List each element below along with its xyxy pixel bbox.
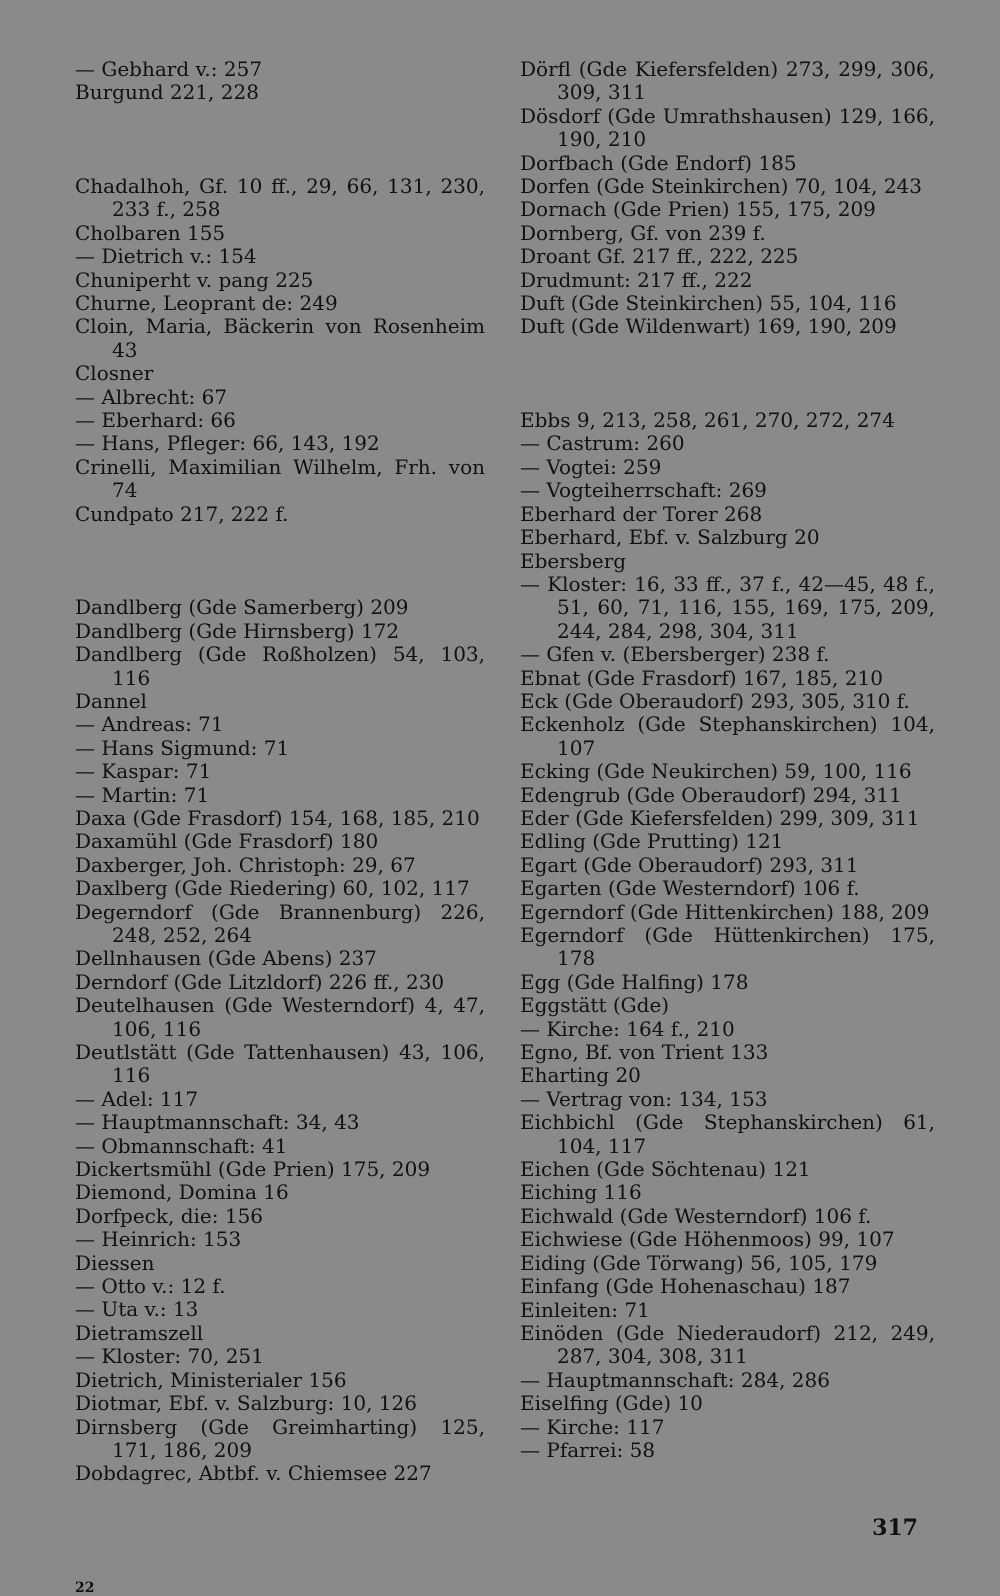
index-entry: Eichbichl (Gde Stephanskirchen) 61, 104, 117 [520,1110,935,1158]
index-subentry: — Kirche: 117 [520,1414,665,1439]
index-entry: Cloin, Maria, Bäckerin von Rosenheim 43 [75,314,485,362]
index-entry: Eichen (Gde Söchtenau) 121 [520,1157,811,1182]
index-entry: Ebersberg [520,548,627,573]
section-spacer [75,105,485,175]
index-entry: Duft (Gde Steinkirchen) 55, 104, 116 [520,291,897,316]
index-entry: Chuniperht v. pang 225 [75,267,314,292]
index-entry: Chadalhoh, Gf. 10 ff., 29, 66, 131, 230, 233 f., 258 [75,174,485,222]
index-subentry: — Hauptmannschaft: 284, 286 [520,1367,830,1392]
index-entry: Eck (Gde Oberaudorf) 293, 305, 310 f. [520,688,910,713]
index-subentry: — Hans Sigmund: 71 [75,735,290,760]
index-entry: Daxa (Gde Frasdorf) 154, 168, 185, 210 [75,805,480,830]
index-entry: Dorfen (Gde Steinkirchen) 70, 104, 243 [520,174,923,199]
index-entry: Duft (Gde Wildenwart) 169, 190, 209 [520,314,897,339]
page-number: 317 [872,1515,918,1541]
index-entry: Dickertsmühl (Gde Prien) 175, 209 [75,1157,431,1182]
index-subentry: — Gebhard v.: 257 [75,57,263,81]
index-entry: Ebbs 9, 213, 258, 261, 270, 272, 274 [520,408,895,433]
index-subentry: — Vertrag von: 134, 153 [520,1086,768,1111]
index-subentry: — Gfen v. (Ebersberger) 238 f. [520,642,830,667]
index-entry: Cundpato 217, 222 f. [75,501,289,526]
index-subentry: — Martin: 71 [75,782,210,807]
index-entry: Einfang (Gde Hohenaschau) 187 [520,1274,851,1299]
index-entry: Drudmunt: 217 ff., 222 [520,267,753,292]
index-subentry: — Dietrich v.: 154 [75,244,257,269]
index-entry: Eichwald (Gde Westerndorf) 106 f. [520,1203,872,1228]
index-entry: Daxamühl (Gde Frasdorf) 180 [75,829,379,854]
index-entry: Derndorf (Gde Litzldorf) 226 ff., 230 [75,969,445,994]
index-entry: Cholbaren 155 [75,220,226,245]
index-entry: Dornberg, Gf. von 239 f. [520,220,766,245]
index-entry: Eder (Gde Kiefersfelden) 299, 309, 311 [520,805,920,830]
index-subentry: — Kloster: 16, 33 ff., 37 f., 42—45, 48 f., 51, 60, 71, 116, 155, 169, 175, 209, 244, 284, 298, 304, 311 [520,571,935,643]
index-entry: Eharting 20 [520,1063,641,1088]
index-entry: Egerndorf (Gde Hüttenkirchen) 175, 178 [520,923,935,971]
index-entry: Daxlberg (Gde Riedering) 60, 102, 117 [75,876,470,901]
index-entry: Dornach (Gde Prien) 155, 175, 209 [520,197,876,222]
index-entry: Dösdorf (Gde Umrathshausen) 129, 166, 190, 210 [520,103,935,152]
index-entry: Deutlstätt (Gde Tattenhausen) 43, 106, 116 [75,1040,485,1088]
index-entry: Diotmar, Ebf. v. Salzburg: 10, 126 [75,1391,417,1416]
index-subentry: — Kirche: 164 f., 210 [520,1016,735,1041]
index-subentry: — Kloster: 70, 251 [75,1344,264,1369]
index-entry: Egg (Gde Halfing) 178 [520,969,749,994]
index-entry: Eberhard der Torer 268 [520,501,763,526]
index-entry: Eckenholz (Gde Stephanskirchen) 104, 107 [520,712,935,760]
index-entry: Degerndorf (Gde Brannenburg) 226, 248, 252, 264 [75,899,485,947]
index-entry: Eichwiese (Gde Höhenmoos) 99, 107 [520,1227,895,1252]
index-entry: Ebnat (Gde Frasdorf) 167, 185, 210 [520,665,883,690]
index-entry: Burgund 221, 228 [75,80,259,105]
index-entry: Dandlberg (Gde Roßholzen) 54, 103, 116 [75,642,485,690]
index-entry: Edengrub (Gde Oberaudorf) 294, 311 [520,782,902,807]
index-entry: Egarten (Gde Westerndorf) 106 f. [520,876,860,901]
index-subentry: — Uta v.: 13 [75,1297,199,1322]
index-entry: Dorfbach (Gde Endorf) 185 [520,150,797,175]
index-entry: Dietrich, Ministerialer 156 [75,1367,347,1392]
index-entry: Einleiten: 71 [520,1297,650,1322]
index-entry: Dirnsberg (Gde Greimharting) 125, 171, 186, 209 [75,1414,485,1462]
index-entry: Egart (Gde Oberaudorf) 293, 311 [520,852,859,877]
index-entry: Dannel [75,688,147,713]
index-entry: Dandlberg (Gde Hirnsberg) 172 [75,618,400,643]
index-entry: Ecking (Gde Neukirchen) 59, 100, 116 [520,759,912,784]
section-spacer [75,526,485,596]
index-subentry: — Obmannschaft: 41 [75,1133,288,1158]
index-subentry: — Eberhard: 66 [75,408,236,433]
index-subentry: — Castrum: 260 [520,431,685,456]
index-entry: Dorfpeck, die: 156 [75,1203,264,1228]
section-spacer [520,339,935,409]
index-entry: Dietramszell [75,1320,204,1345]
index-entry: Egerndorf (Gde Hittenkirchen) 188, 209 [520,899,930,924]
index-entry: Churne, Leoprant de: 249 [75,291,338,316]
index-entry: Crinelli, Maximilian Wilhelm, Frh. von 74 [75,454,485,503]
index-entry: Eberhard, Ebf. v. Salzburg 20 [520,525,820,550]
index-entry: Eiching 116 [520,1180,642,1205]
index-entry: Dellnhausen (Gde Abens) 237 [75,946,377,971]
index-subentry: — Kaspar: 71 [75,759,212,784]
index-entry: Droant Gf. 217 ff., 222, 225 [520,244,799,269]
index-subentry: — Heinrich: 153 [75,1227,242,1252]
index-subentry: — Albrecht: 67 [75,384,228,409]
index-subentry: — Hauptmannschaft: 34, 43 [75,1110,360,1135]
index-column-left [75,58,485,1486]
index-subentry: — Pfarrei: 58 [520,1437,656,1462]
index-subentry: — Vogtei: 259 [520,454,662,479]
index-entry: Eggstätt (Gde) [520,993,670,1018]
index-subentry: — Hans, Pfleger: 66, 143, 192 [75,431,380,456]
index-subentry: — Adel: 117 [75,1086,199,1111]
index-entry: Closner [75,361,154,386]
index-column-right [520,58,935,1462]
index-subentry: — Vogteiherrschaft: 269 [520,478,767,503]
index-entry: Eiselfing (Gde) 10 [520,1391,703,1416]
index-entry: Deutelhausen (Gde Westerndorf) 4, 47, 106, 116 [75,993,485,1041]
index-subentry: — Otto v.: 12 f. [75,1274,226,1299]
index-entry: Dandlberg (Gde Samerberg) 209 [75,595,409,620]
index-entry: Egno, Bf. von Trient 133 [520,1040,769,1065]
index-subentry: — Andreas: 71 [75,712,224,737]
index-entry: Diessen [75,1250,155,1275]
index-entry: Eiding (Gde Törwang) 56, 105, 179 [520,1250,878,1275]
index-entry: Edling (Gde Prutting) 121 [520,829,784,854]
footer-mark: 22 [75,1580,95,1596]
index-entry: Diemond, Domina 16 [75,1180,289,1205]
index-entry: Dörfl (Gde Kiefersfelden) 273, 299, 306, 309, 311 [520,57,935,105]
index-entry: Dobdagrec, Abtbf. v. Chiemsee 227 [75,1461,432,1486]
index-entry: Daxberger, Joh. Christoph: 29, 67 [75,852,416,877]
index-entry: Einöden (Gde Niederaudorf) 212, 249, 287, 304, 308, 311 [520,1320,935,1369]
